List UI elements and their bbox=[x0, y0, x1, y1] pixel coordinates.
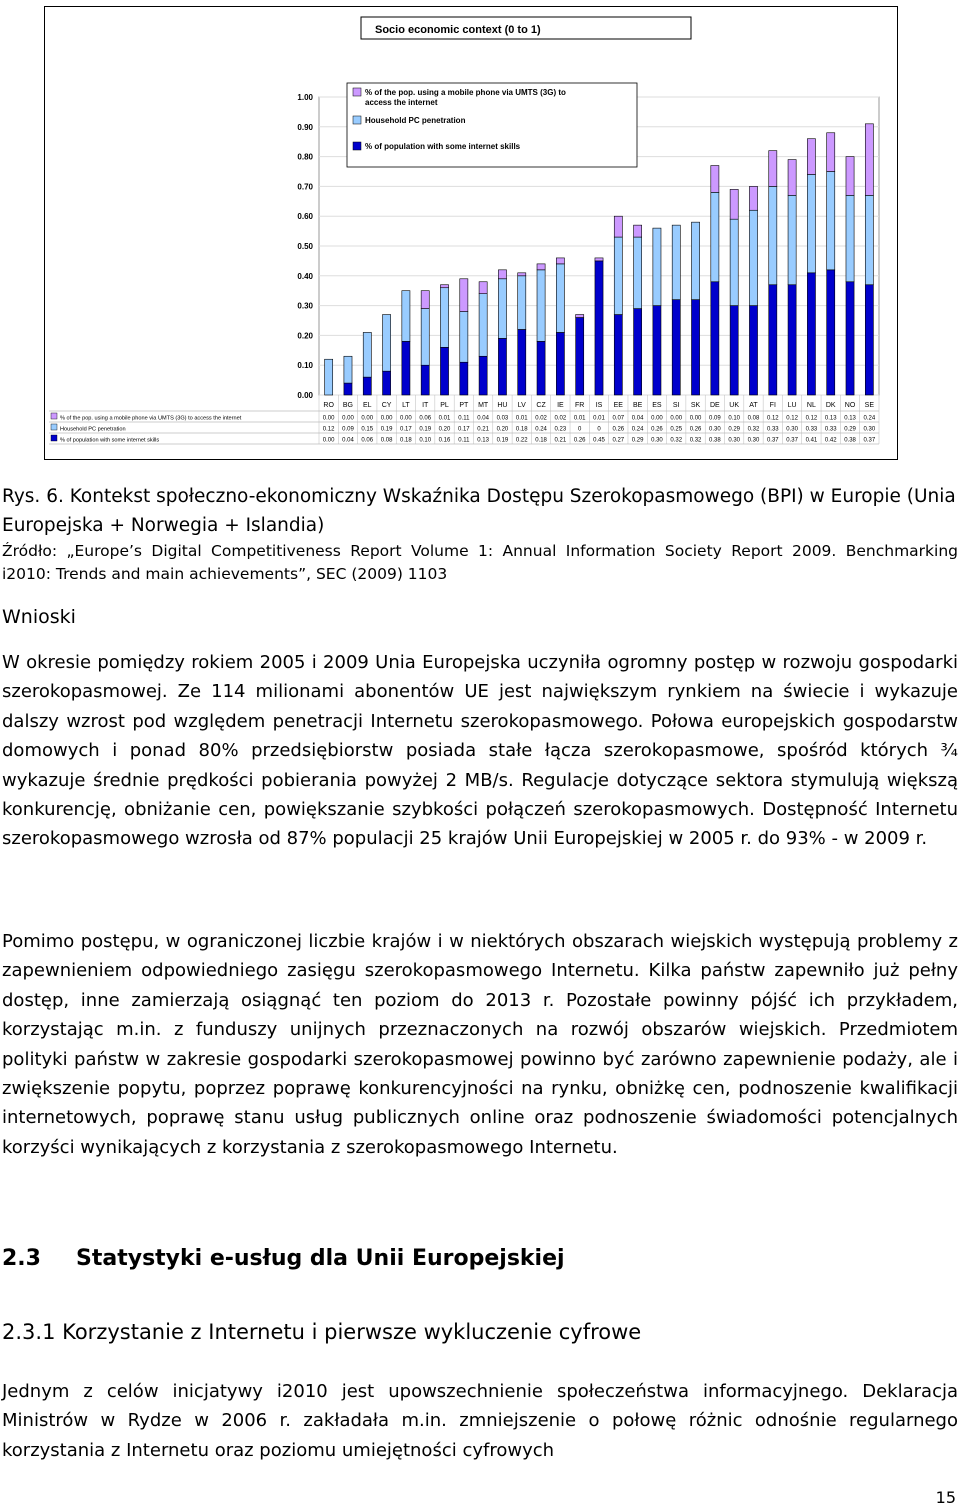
table-cell: 0 bbox=[578, 426, 582, 433]
bar-segment bbox=[653, 306, 661, 395]
table-cell: 0.33 bbox=[805, 426, 818, 433]
bar-segment bbox=[518, 273, 526, 276]
table-cell: 0.06 bbox=[361, 437, 374, 444]
bar-segment bbox=[788, 285, 796, 395]
bar-segment bbox=[672, 300, 680, 395]
bar-segment bbox=[556, 332, 564, 395]
bar-segment bbox=[807, 273, 815, 395]
table-cell: 0.12 bbox=[786, 415, 798, 422]
figure-source: Źródło: „Europe’s Digital Competitiveness Report Volume 1: Annual Information Society Report 2009. Benchmarking i2010: Trends and main achievements”, SEC (2009) 1103 bbox=[2, 542, 958, 583]
x-tick-label: SK bbox=[690, 402, 701, 409]
x-tick-label: FI bbox=[769, 402, 776, 409]
legend-label: Household PC penetration bbox=[365, 116, 466, 125]
table-cell: 0.22 bbox=[515, 437, 528, 444]
x-tick-label: DE bbox=[709, 402, 720, 409]
bar-segment bbox=[634, 225, 642, 237]
y-tick-label: 0.50 bbox=[297, 242, 313, 251]
x-tick-label: IT bbox=[422, 402, 429, 409]
figure-caption: Rys. 6. Kontekst społeczno-ekonomiczny Wskaźnika Dostępu Szerokopasmowego (BPI) w Europie (Unia Europejska + Norwegia + Islandia) bbox=[2, 486, 956, 536]
table-cell: 0.10 bbox=[728, 415, 741, 422]
y-tick-label: 0.90 bbox=[297, 122, 313, 132]
table-cell: 0.02 bbox=[535, 415, 547, 422]
bar-segment bbox=[363, 377, 371, 395]
page-number: 15 bbox=[935, 1488, 956, 1507]
bar-segment bbox=[595, 258, 603, 261]
bar-segment bbox=[827, 133, 835, 172]
table-cell: 0.13 bbox=[844, 415, 856, 422]
legend-label-cont: access the internet bbox=[365, 98, 438, 107]
table-cell: 0.32 bbox=[689, 437, 702, 444]
bar-segment bbox=[769, 151, 777, 187]
bar-segment bbox=[730, 219, 738, 305]
table-cell: 0.15 bbox=[361, 426, 374, 433]
y-tick-label: 0.30 bbox=[297, 301, 313, 311]
table-cell: 0.18 bbox=[535, 437, 547, 444]
y-tick-label: 1.00 bbox=[297, 93, 313, 102]
y-tick-label: 0.60 bbox=[297, 212, 313, 222]
x-tick-label: PT bbox=[459, 402, 469, 409]
x-tick-label: EE bbox=[613, 402, 623, 409]
bar-segment bbox=[460, 312, 468, 363]
bar-segment bbox=[846, 282, 854, 395]
table-cell: 0.21 bbox=[477, 426, 489, 433]
table-cell: 0.29 bbox=[728, 426, 741, 433]
bar-segment bbox=[421, 291, 429, 309]
bar-segment bbox=[634, 237, 642, 309]
table-cell: 0.26 bbox=[612, 426, 625, 433]
heading-wnioski: Wnioski bbox=[2, 606, 76, 628]
bar-segment bbox=[749, 186, 757, 210]
table-cell: 0 bbox=[597, 426, 601, 433]
y-tick-label: 0.00 bbox=[297, 391, 313, 400]
table-cell: 0.26 bbox=[651, 426, 663, 433]
bar-segment bbox=[440, 288, 448, 348]
bar-segment bbox=[498, 338, 506, 395]
table-cell: 0.33 bbox=[824, 426, 837, 433]
x-tick-label: IE bbox=[557, 402, 564, 409]
bar-segment bbox=[614, 216, 622, 237]
table-cell: 0.01 bbox=[438, 415, 451, 422]
x-tick-label: SI bbox=[672, 402, 680, 409]
bar-segment bbox=[402, 341, 410, 395]
table-cell: 0.04 bbox=[631, 415, 644, 422]
bar-segment bbox=[537, 341, 545, 395]
bar-segment bbox=[865, 195, 873, 284]
bar-segment bbox=[711, 282, 719, 395]
x-tick-label: UK bbox=[729, 402, 740, 409]
bar-segment bbox=[576, 315, 584, 318]
legend-swatch bbox=[353, 88, 361, 96]
bar-segment bbox=[440, 285, 448, 288]
table-cell: 0.01 bbox=[515, 415, 528, 422]
table-cell: 0.08 bbox=[747, 415, 760, 422]
bar-segment bbox=[846, 195, 854, 281]
y-tick-label: 0.70 bbox=[297, 182, 313, 192]
x-tick-label: CZ bbox=[536, 402, 546, 409]
table-cell: 0.12 bbox=[766, 415, 779, 422]
table-cell: 0.32 bbox=[747, 426, 760, 433]
table-cell: 0.13 bbox=[477, 437, 489, 444]
bar-segment bbox=[711, 192, 719, 281]
table-cell: 0.13 bbox=[824, 415, 837, 422]
table-cell: 0.37 bbox=[786, 437, 798, 444]
x-tick-label: LT bbox=[402, 402, 410, 409]
table-cell: 0.41 bbox=[805, 437, 818, 444]
bar-segment bbox=[653, 228, 661, 305]
bar-segment bbox=[402, 291, 410, 342]
table-cell: 0.45 bbox=[593, 437, 605, 444]
x-tick-label: HU bbox=[497, 402, 508, 409]
table-cell: 0.02 bbox=[554, 415, 567, 422]
table-cell: 0.04 bbox=[477, 415, 489, 422]
table-cell: 0.38 bbox=[709, 437, 721, 444]
table-cell: 0.01 bbox=[573, 415, 586, 422]
bar-segment bbox=[460, 362, 468, 395]
x-tick-label: ES bbox=[652, 402, 662, 409]
bar-segment bbox=[556, 264, 564, 333]
table-cell: 0.06 bbox=[419, 415, 432, 422]
x-tick-label: BE bbox=[632, 402, 643, 409]
table-cell: 0.29 bbox=[631, 437, 644, 444]
table-cell: 0.11 bbox=[458, 415, 470, 422]
legend-swatch bbox=[353, 142, 361, 150]
bar-segment bbox=[498, 270, 506, 279]
bar-segment bbox=[479, 282, 487, 294]
bar-segment bbox=[865, 285, 873, 395]
table-cell: 0.04 bbox=[342, 437, 354, 444]
y-tick-label: 0.20 bbox=[297, 331, 313, 341]
table-cell: 0.12 bbox=[805, 415, 818, 422]
bar-segment bbox=[460, 279, 468, 312]
table-cell: 0.03 bbox=[496, 415, 509, 422]
bar-segment bbox=[788, 195, 796, 284]
bar-segment bbox=[711, 166, 719, 193]
x-tick-label: PL bbox=[440, 402, 449, 409]
table-cell: 0.16 bbox=[438, 437, 451, 444]
x-tick-label: EL bbox=[362, 402, 372, 409]
table-cell: 0.00 bbox=[342, 415, 354, 422]
bar-segment bbox=[421, 309, 429, 366]
bar-segment bbox=[421, 365, 429, 395]
table-row-label: Household PC penetration bbox=[60, 426, 126, 433]
table-cell: 0.09 bbox=[342, 426, 354, 433]
table-cell: 0.19 bbox=[419, 426, 432, 433]
table-cell: 0.30 bbox=[863, 426, 876, 433]
bar-segment bbox=[672, 225, 680, 300]
bar-segment bbox=[769, 186, 777, 284]
table-cell: 0.07 bbox=[612, 415, 625, 422]
bar-segment bbox=[479, 294, 487, 357]
chart-title: Socio economic context (0 to 1) bbox=[375, 24, 541, 36]
bar-segment bbox=[479, 356, 487, 395]
legend-label: % of population with some internet skills bbox=[365, 142, 521, 151]
table-cell: 0.00 bbox=[322, 437, 335, 444]
stacked-bar-chart bbox=[45, 7, 897, 459]
table-cell: 0.32 bbox=[670, 437, 683, 444]
table-cell: 0.19 bbox=[496, 437, 509, 444]
table-cell: 0.19 bbox=[380, 426, 393, 433]
table-cell: 0.38 bbox=[844, 437, 856, 444]
section-title: Statystyki e-usług dla Unii Europejskiej bbox=[76, 1246, 565, 1271]
table-cell: 0.00 bbox=[361, 415, 374, 422]
legend-label: % of the pop. using a mobile phone via UMTS (3G) to bbox=[365, 88, 566, 97]
bar-segment bbox=[344, 383, 352, 395]
x-tick-label: DK bbox=[825, 402, 836, 409]
bar-segment bbox=[865, 124, 873, 196]
bar-segment bbox=[344, 356, 352, 383]
bar-segment bbox=[363, 332, 371, 377]
bar-segment bbox=[807, 174, 815, 272]
bar-segment bbox=[518, 329, 526, 395]
bar-segment bbox=[827, 172, 835, 270]
table-cell: 0.17 bbox=[457, 426, 470, 433]
bar-segment bbox=[556, 258, 564, 264]
table-swatch bbox=[51, 435, 57, 441]
y-tick-label: 0.10 bbox=[297, 361, 313, 371]
table-cell: 0.23 bbox=[554, 426, 567, 433]
bar-segment bbox=[614, 315, 622, 395]
table-cell: 0.26 bbox=[689, 426, 702, 433]
table-cell: 0.18 bbox=[515, 426, 528, 433]
table-cell: 0.21 bbox=[554, 437, 567, 444]
table-cell: 0.24 bbox=[863, 415, 876, 422]
bar-segment bbox=[325, 359, 333, 395]
table-cell: 0.42 bbox=[824, 437, 837, 444]
paragraph-1: W okresie pomiędzy rokiem 2005 i 2009 Unia Europejska uczyniła ogromny postęp w rozwoju gospodarki szerokopasmowej. Ze 114 milionami abonentów UE jest największym rynkiem na świecie i wykazuje dalszy wzrost pod względem penetracji Internetu szerokopasmowego. Połowa europejskich gospodarstw domowych i ponad 80% przedsiębiorstw posiada stałe łącza szerokopasmowe, spośród których ¾ wykazuje średnie prędkości pobierania powyżej 2 MB/s. Regulacje dotyczące sektora stymulują większą konkurencję, obniżanie cen, powiększanie szybkości połączeń szerokopasmowych. Dostępność Internetu szerokopasmowego wzrosła od 87% populacji 25 krajów Unii Europejskiej w 2005 r. do 93% - w 2009 r. bbox=[2, 652, 958, 850]
bar-segment bbox=[691, 222, 699, 299]
x-tick-label: LV bbox=[517, 402, 526, 409]
table-cell: 0.12 bbox=[322, 426, 335, 433]
table-cell: 0.20 bbox=[496, 426, 509, 433]
bar-segment bbox=[634, 309, 642, 395]
bar-segment bbox=[440, 347, 448, 395]
x-tick-label: AT bbox=[749, 402, 758, 409]
table-cell: 0.00 bbox=[689, 415, 702, 422]
x-tick-label: SE bbox=[864, 402, 875, 409]
bar-segment bbox=[537, 270, 545, 342]
section-number: 2.3 bbox=[2, 1246, 41, 1271]
table-row-label: % of population with some internet skills bbox=[60, 437, 160, 444]
table-swatch bbox=[51, 413, 57, 419]
table-cell: 0.30 bbox=[728, 437, 741, 444]
x-tick-label: LU bbox=[787, 402, 797, 409]
table-cell: 0.00 bbox=[400, 415, 412, 422]
table-cell: 0.29 bbox=[844, 426, 856, 433]
table-cell: 0.00 bbox=[670, 415, 683, 422]
bar-segment bbox=[730, 189, 738, 219]
bar-segment bbox=[518, 276, 526, 330]
table-cell: 0.26 bbox=[573, 437, 586, 444]
table-cell: 0.24 bbox=[631, 426, 644, 433]
bar-segment bbox=[807, 139, 815, 175]
table-cell: 0.24 bbox=[535, 426, 547, 433]
bar-segment bbox=[827, 270, 835, 395]
y-tick-label: 0.80 bbox=[297, 152, 313, 162]
table-cell: 0.17 bbox=[400, 426, 412, 433]
table-cell: 0.18 bbox=[400, 437, 412, 444]
table-cell: 0.11 bbox=[458, 437, 470, 444]
bar-segment bbox=[691, 300, 699, 395]
x-tick-label: MT bbox=[478, 402, 489, 409]
bar-segment bbox=[749, 210, 757, 305]
bar-segment bbox=[614, 237, 622, 314]
subsection-heading: 2.3.1 Korzystanie z Internetu i pierwsze wykluczenie cyfrowe bbox=[2, 1320, 642, 1344]
table-cell: 0.37 bbox=[863, 437, 876, 444]
table-cell: 0.20 bbox=[438, 426, 451, 433]
table-cell: 0.33 bbox=[766, 426, 779, 433]
table-cell: 0.30 bbox=[747, 437, 760, 444]
x-tick-label: CY bbox=[381, 402, 392, 409]
table-cell: 0.00 bbox=[380, 415, 393, 422]
bar-segment bbox=[769, 285, 777, 395]
y-tick-label: 0.40 bbox=[297, 271, 313, 281]
legend-swatch bbox=[353, 116, 361, 124]
table-swatch bbox=[51, 424, 57, 430]
table-cell: 0.08 bbox=[380, 437, 393, 444]
table-cell: 0.10 bbox=[419, 437, 432, 444]
table-cell: 0.37 bbox=[766, 437, 779, 444]
bar-segment bbox=[730, 306, 738, 395]
table-cell: 0.00 bbox=[651, 415, 663, 422]
table-cell: 0.27 bbox=[612, 437, 625, 444]
bar-segment bbox=[383, 315, 391, 372]
chart-figure bbox=[44, 6, 898, 460]
table-cell: 0.01 bbox=[593, 415, 605, 422]
table-cell: 0.30 bbox=[709, 426, 721, 433]
bar-segment bbox=[383, 371, 391, 395]
x-tick-label: IS bbox=[595, 402, 603, 409]
section-heading bbox=[2, 1246, 565, 1271]
x-tick-label: NL bbox=[806, 402, 816, 409]
x-tick-label: NO bbox=[844, 402, 856, 409]
table-cell: 0.25 bbox=[670, 426, 683, 433]
table-row-label: % of the pop. using a mobile phone via UMTS (3G) to access the internet bbox=[60, 415, 242, 422]
x-tick-label: BG bbox=[342, 402, 354, 409]
bar-segment bbox=[498, 279, 506, 339]
table-cell: 0.30 bbox=[651, 437, 663, 444]
bar-segment bbox=[595, 261, 603, 395]
paragraph-2: Pomimo postępu, w ograniczonej liczbie krajów i w niektórych obszarach wiejskich występują problemy z zapewnieniem odpowiedniego zasięgu szerokopasmowego Internetu. Kilka państw zapewniło już pełny dostęp, inne zamierzają osiągnąć ten poziom do 2013 r. Pozostałe powinny pójść ich przykładem, korzystając m.in. z funduszy unijnych przeznaczonych na rozwój obszarów wiejskich. Przedmiotem polityki państw w zakresie gospodarki szerokopasmowej powinno być zarówno zapewnienie podaży, ale i zwiększenie popytu, poprzez poprawę konkurencyjności na rynku, obniżkę cen, podnoszenie kwalifikacji internetowych, poprawę stanu usług publicznych online oraz podnoszenie świadomości potencjalnych korzyści wynikających z korzystania z szerokopasmowego Internetu. bbox=[2, 931, 958, 1158]
bar-segment bbox=[788, 160, 796, 196]
paragraph-3: Jednym z celów inicjatywy i2010 jest upowszechnienie społeczeństwa informacyjnego. Deklaracja Ministrów w Rydze w 2006 r. zakładała m.in. zmniejszenie o połowę różnic odnośnie regularnego korzystania z Internetu oraz poziomu umiejętności cyfrowych bbox=[2, 1381, 958, 1461]
bar-segment bbox=[576, 318, 584, 395]
x-tick-label: RO bbox=[323, 402, 334, 409]
table-cell: 0.30 bbox=[786, 426, 798, 433]
bar-segment bbox=[749, 306, 757, 395]
table-cell: 0.09 bbox=[709, 415, 721, 422]
bar-segment bbox=[846, 157, 854, 196]
bar-segment bbox=[537, 264, 545, 270]
table-cell: 0.00 bbox=[322, 415, 335, 422]
x-tick-label: FR bbox=[575, 402, 585, 409]
